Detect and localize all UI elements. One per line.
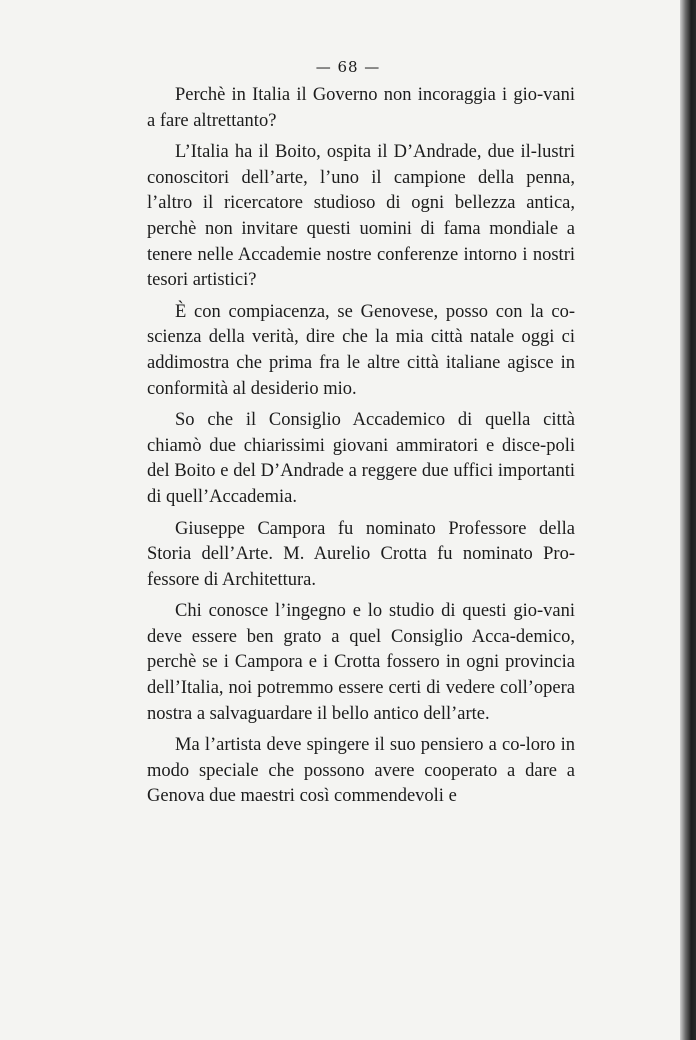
paragraph-7: Ma l’artista deve spingere il suo pensiero a co-loro in modo speciale che possono avere cooperato a dare a Genova due maestri così commendevoli e (147, 735, 575, 807)
body-text (147, 83, 575, 816)
paragraph-4: So che il Consiglio Accademico di quella città chiamò due chiarissimi giovani ammiratori e disce-poli del Boito e del D’Andrade a reggere due uffici importanti di quell’Accademia. (147, 410, 575, 507)
paragraph-1: Perchè in Italia il Governo non incoraggia i gio-vani a fare altrettanto? (147, 85, 575, 131)
page-edge-shadow (680, 0, 696, 1040)
paragraph-2: L’Italia ha il Boito, ospita il D’Andrade, due il-lustri conoscitori dell’arte, l’uno il campione della penna, l’altro il ricercatore studioso di ogni bellezza antica, perchè non invitare questi uomini di fama mondiale a tenere nelle Accademie nostre conferenze intorno i nostri tesori artistici? (147, 142, 575, 291)
paragraph-5: Giuseppe Campora fu nominato Professore della Storia dell’Arte. M. Aurelio Crotta fu nominato Pro-fessore di Architettura. (147, 518, 575, 590)
paragraph-6: Chi conosce l’ingegno e lo studio di questi gio-vani deve essere ben grato a quel Consiglio Acca-demico, perchè se i Campora e i Crotta fossero in ogni provincia dell’Italia, noi potremmo essere certi di vedere coll’opera nostra a salvaguardare il bello antico dell’arte. (147, 601, 575, 724)
page-number: — 68 — (315, 58, 381, 76)
paragraph-3: È con compiacenza, se Genovese, posso con la co-scienza della verità, dire che la mia città natale oggi ci addimostra che prima fra le altre città italiane agisce in conformità al desiderio mio. (147, 301, 575, 399)
